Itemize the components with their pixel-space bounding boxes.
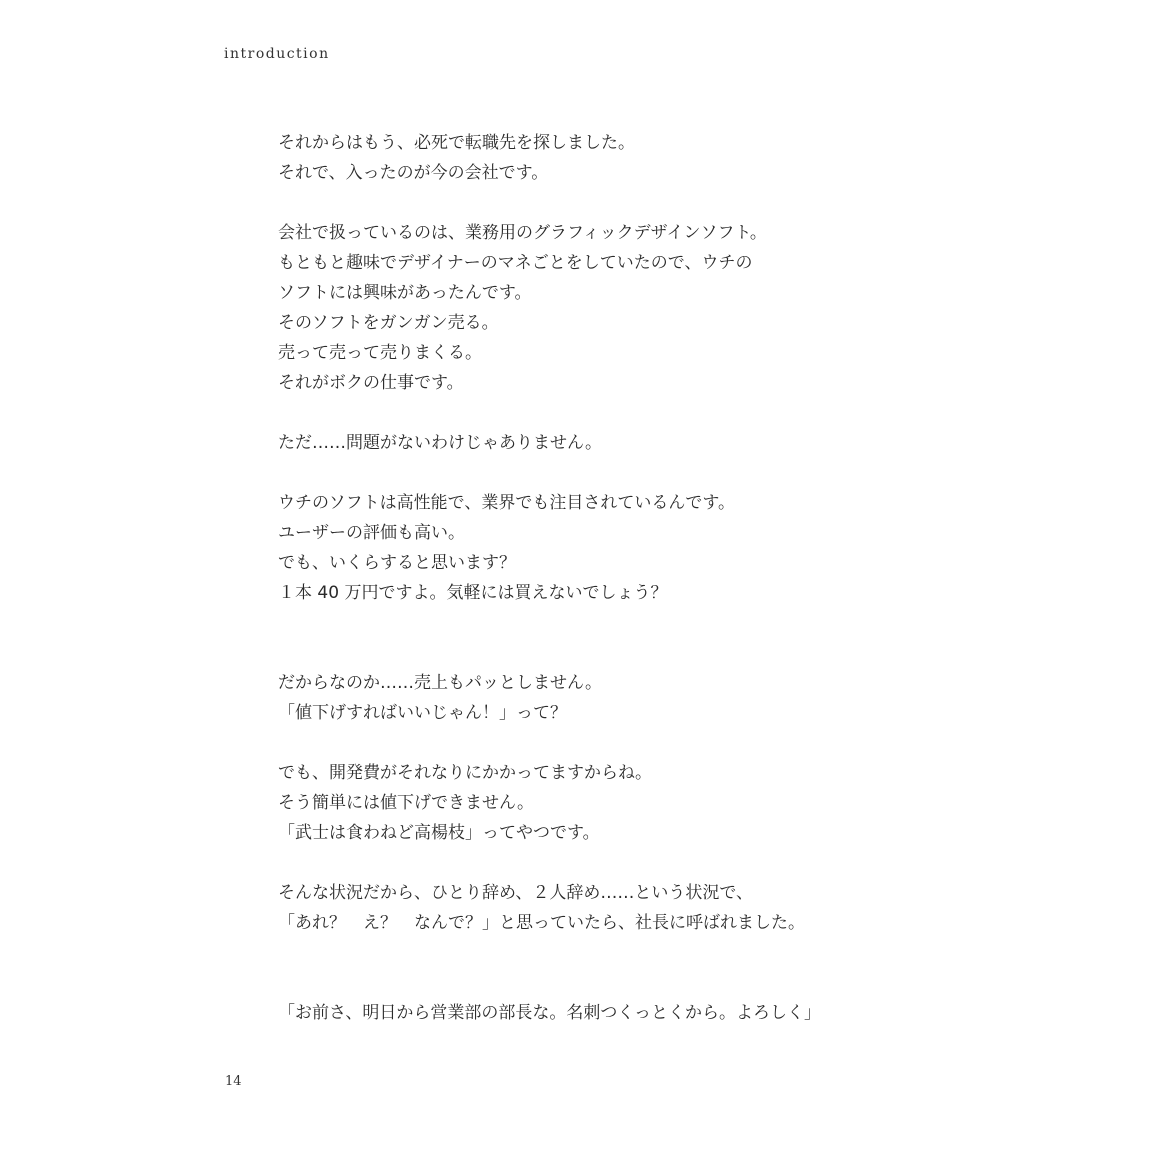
text-line: そう簡単には値下げできません。 xyxy=(278,793,535,813)
text-line: 売って売って売りまくる。 xyxy=(278,343,482,363)
paragraph-break xyxy=(278,188,898,218)
text-line: そのソフトをガンガン売る。 xyxy=(278,313,499,333)
text-line: もともと趣味でデザイナーのマネごとをしていたので、ウチの xyxy=(278,253,753,273)
text-line: 「あれ？ え？ なんで？」と思っていたら、社長に呼ばれました。 xyxy=(278,913,805,933)
text-line: ただ……問題がないわけじゃありません。 xyxy=(278,433,603,453)
text-line: 「武士は食わねど高楊枝」ってやつです。 xyxy=(278,823,600,843)
text-line: ユーザーの評価も高い。 xyxy=(278,523,465,543)
running-head: introduction xyxy=(224,46,330,62)
text-line: それからはもう、必死で転職先を探しました。 xyxy=(278,133,635,153)
text-line: ソフトには興味があったんです。 xyxy=(278,283,532,303)
page-number: 14 xyxy=(225,1074,242,1089)
text-line: だからなのか……売上もパッとしません。 xyxy=(278,673,603,693)
paragraph-break xyxy=(278,608,898,668)
text-line: でも、開発費がそれなりにかかってますからね。 xyxy=(278,763,652,783)
paragraph-break xyxy=(278,728,898,758)
paragraph-break xyxy=(278,848,898,878)
text-line: そんな状況だから、ひとり辞め、２人辞め……という状況で、 xyxy=(278,883,753,903)
text-line: それがボクの仕事です。 xyxy=(278,373,464,393)
body-text xyxy=(278,128,898,1028)
text-line: ウチのソフトは高性能で、業界でも注目されているんです。 xyxy=(278,493,735,513)
paragraph-break xyxy=(278,398,898,428)
text-line: 「お前さ、明日から営業部の部長な。名刺つくっとくから。よろしく」 xyxy=(278,1003,821,1023)
paragraph-break xyxy=(278,458,898,488)
text-line: 「値下げすればいいじゃん！」って？ xyxy=(278,703,567,723)
text-line: でも、いくらすると思います？ xyxy=(278,553,516,573)
paragraph-break xyxy=(278,938,898,998)
text-line: それで、入ったのが今の会社です。 xyxy=(278,163,549,183)
text-line: 会社で扱っているのは、業務用のグラフィックデザインソフト。 xyxy=(278,223,767,243)
text-line: １本 40 万円ですよ。気軽には買えないでしょう？ xyxy=(278,583,668,603)
